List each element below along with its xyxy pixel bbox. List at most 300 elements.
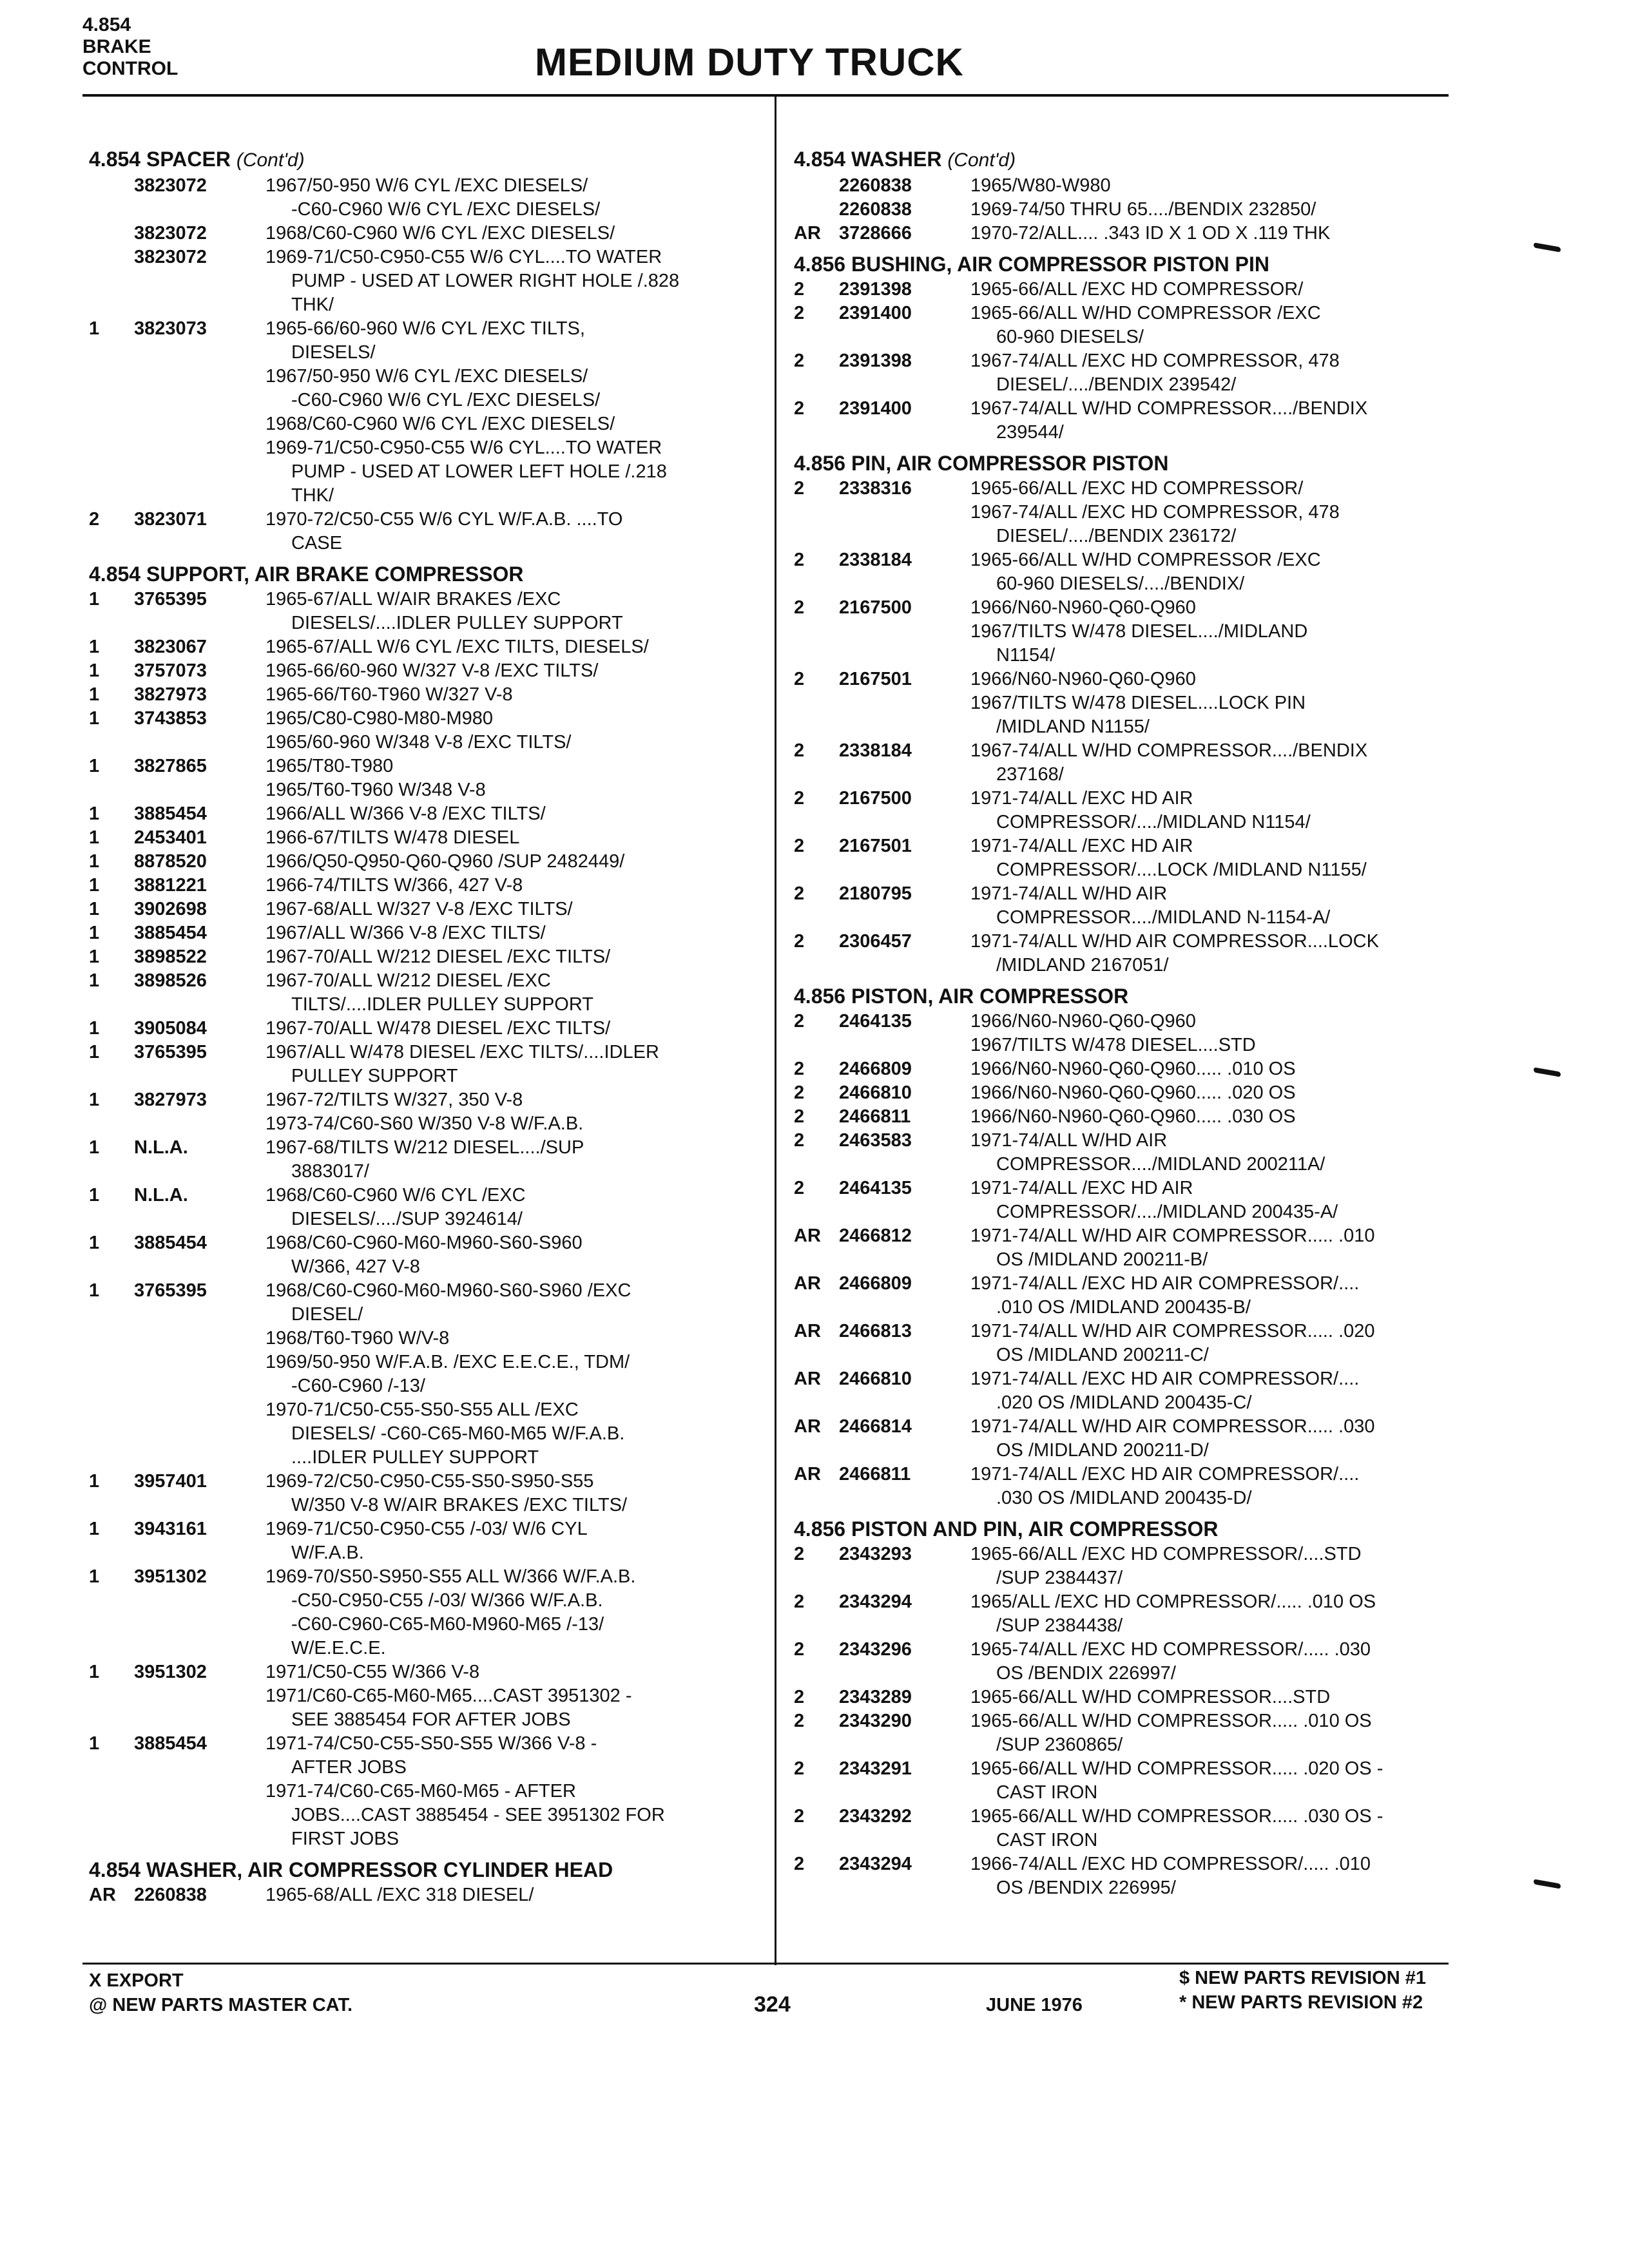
- part-description: [949, 1081, 1464, 1105]
- part-number: 2167500: [839, 597, 912, 618]
- part-number: 3827973: [134, 1090, 207, 1110]
- part-quantity: 1: [89, 318, 100, 339]
- description-line: .010 OS /MIDLAND 200435-B/: [996, 1297, 1251, 1318]
- part-quantity: 2: [794, 303, 805, 323]
- part-row: [89, 921, 759, 945]
- page-title: MEDIUM DUTY TRUCK: [535, 41, 964, 84]
- part-quantity: 1: [89, 1566, 100, 1587]
- part-quantity: [89, 174, 134, 222]
- part-number: 3728666: [839, 223, 912, 244]
- description-line: COMPRESSOR/..../MIDLAND N1154/: [996, 812, 1311, 832]
- part-row: [89, 1231, 759, 1279]
- description-line: 1965-66/60-960 W/327 V-8 /EXC TILTS/: [265, 660, 599, 681]
- description-line: 1965/W80-W980: [970, 175, 1111, 196]
- section-heading-text: 4.854 WASHER, AIR COMPRESSOR CYLINDER HEAD: [89, 1858, 613, 1881]
- part-quantity: 2: [794, 398, 805, 419]
- part-number: 2338184: [839, 550, 912, 570]
- part-number: 2260838: [839, 199, 912, 220]
- part-row: [89, 707, 759, 754]
- part-row: [794, 596, 1464, 668]
- part-row: [794, 349, 1464, 397]
- part-row: [794, 1638, 1464, 1686]
- description-line: 1965-66/T60-T960 W/327 V-8: [265, 684, 513, 705]
- part-quantity: 2: [794, 1758, 805, 1779]
- part-quantity: 2: [794, 669, 805, 689]
- description-line: OS /MIDLAND 200211-D/: [996, 1440, 1209, 1461]
- part-number: 2391398: [839, 351, 912, 371]
- part-number: 2391400: [839, 303, 912, 323]
- part-number: 2463583: [839, 1130, 912, 1151]
- description-line: 1969-71/C50-C950-C55 W/6 CYL....TO WATER: [265, 437, 662, 458]
- description-line: OS /BENDIX 226995/: [996, 1878, 1176, 1898]
- catalog-section: [794, 445, 1464, 977]
- description-line: 1966/N60-N960-Q60-Q960: [970, 669, 1196, 689]
- part-quantity: 2: [794, 1639, 805, 1660]
- description-line: 1971-74/ALL W/HD AIR COMPRESSOR..... .020: [970, 1321, 1375, 1341]
- description-line: 1965-67/ALL W/AIR BRAKES /EXC: [265, 589, 561, 610]
- part-description: [244, 1184, 759, 1231]
- category-line-2: CONTROL: [82, 58, 178, 79]
- description-line: 1971-74/ALL /EXC HD AIR: [970, 788, 1193, 809]
- part-number: 3823071: [134, 509, 207, 530]
- part-quantity: 1: [89, 923, 100, 943]
- part-description: [244, 802, 759, 826]
- description-line: 1970-71/C50-C55-S50-S55 ALL /EXC: [265, 1399, 579, 1420]
- part-number: 3823072: [134, 223, 207, 244]
- part-number: N.L.A.: [134, 1137, 188, 1158]
- part-row: [89, 659, 759, 683]
- part-row: [794, 1757, 1464, 1805]
- description-line: COMPRESSOR/..../MIDLAND 200435-A/: [996, 1202, 1338, 1222]
- part-number: 2466811: [839, 1106, 911, 1127]
- part-quantity: 1: [89, 1233, 100, 1253]
- part-description: [949, 174, 1464, 198]
- part-number: 2466809: [839, 1059, 912, 1079]
- catalog-section: [794, 140, 1464, 245]
- part-description: [244, 1565, 759, 1660]
- part-row: [794, 1542, 1464, 1590]
- part-description: [244, 1732, 759, 1851]
- part-row: [794, 477, 1464, 548]
- part-number: 3885454: [134, 1233, 207, 1253]
- part-quantity: 1: [89, 1280, 100, 1301]
- description-line: /MIDLAND N1155/: [996, 716, 1150, 737]
- description-line: 1971-74/ALL /EXC HD AIR COMPRESSOR/....: [970, 1464, 1360, 1485]
- description-line: 1971/C50-C55 W/366 V-8: [265, 1662, 480, 1682]
- part-description: [949, 1320, 1464, 1367]
- part-row: [89, 802, 759, 826]
- description-line: DIESEL/..../BENDIX 239542/: [996, 374, 1237, 395]
- part-number: 2466812: [839, 1225, 912, 1246]
- description-line: 1966/N60-N960-Q60-Q960: [970, 1011, 1196, 1032]
- part-row: [794, 1272, 1464, 1320]
- part-number: 2391400: [839, 398, 912, 419]
- part-number: 2343294: [839, 1854, 912, 1874]
- part-quantity: [794, 174, 839, 198]
- section-heading: [794, 445, 1464, 477]
- description-line: OS /BENDIX 226997/: [996, 1663, 1176, 1684]
- part-description: [244, 174, 759, 222]
- part-number: 3902698: [134, 899, 207, 919]
- part-description: [949, 882, 1464, 930]
- part-row: [89, 826, 759, 850]
- part-description: [244, 635, 759, 659]
- description-line: 1969-71/C50-C950-C55 /-03/ W/6 CYL: [265, 1519, 588, 1539]
- description-line: 1971-74/ALL /EXC HD AIR COMPRESSOR/....: [970, 1369, 1360, 1389]
- description-line: 1967-74/ALL W/HD COMPRESSOR..../BENDIX: [970, 398, 1368, 419]
- section-heading: [89, 1851, 759, 1883]
- part-number: 2343290: [839, 1711, 912, 1731]
- part-number: 2466809: [839, 1273, 912, 1294]
- part-row: [794, 222, 1464, 245]
- part-row: [89, 969, 759, 1017]
- part-quantity: [89, 222, 134, 245]
- description-line: OS /MIDLAND 200211-C/: [996, 1345, 1209, 1365]
- part-number: 2464135: [839, 1011, 912, 1032]
- part-row: [794, 198, 1464, 222]
- description-line: 1965-66/60-960 W/6 CYL /EXC TILTS,: [265, 318, 585, 339]
- description-line: THK/: [291, 485, 334, 506]
- part-description: [949, 834, 1464, 882]
- description-line: -C60-C960 W/6 CYL /EXC DIESELS/: [291, 390, 601, 410]
- part-quantity: 1: [89, 803, 100, 824]
- part-number: 3951302: [134, 1566, 207, 1587]
- description-line: -C60-C960-C65-M60-M960-M65 /-13/: [291, 1614, 604, 1635]
- description-line: DIESELS/: [291, 342, 376, 363]
- description-line: 1965/60-960 W/348 V-8 /EXC TILTS/: [265, 732, 572, 753]
- part-description: [949, 349, 1464, 397]
- part-number: 3823072: [134, 247, 207, 267]
- footer-date: JUNE 1976: [986, 1995, 1083, 2015]
- description-line: 1969-74/50 THRU 65..../BENDIX 232850/: [970, 199, 1316, 220]
- description-line: 1966-74/ALL /EXC HD COMPRESSOR/..... .010: [970, 1854, 1371, 1874]
- part-description: [244, 1517, 759, 1565]
- description-line: CASE: [291, 533, 342, 553]
- part-description: [244, 1231, 759, 1279]
- part-number: 2343289: [839, 1687, 912, 1707]
- description-line: 1971-74/ALL W/HD AIR COMPRESSOR....LOCK: [970, 931, 1379, 952]
- description-line: W/366, 427 V-8: [291, 1256, 420, 1277]
- part-number: 2466813: [839, 1321, 912, 1341]
- part-quantity: 2: [794, 279, 805, 300]
- description-line: 239544/: [996, 422, 1064, 443]
- description-line: 1967/ALL W/478 DIESEL /EXC TILTS/....IDLER: [265, 1042, 659, 1062]
- revision-mark: [1534, 1067, 1561, 1077]
- part-quantity: 1: [89, 875, 100, 896]
- part-row: [794, 1590, 1464, 1638]
- description-line: 1967-72/TILTS W/327, 350 V-8: [265, 1090, 523, 1110]
- description-line: 1971-74/ALL W/HD AIR COMPRESSOR..... .010: [970, 1225, 1375, 1246]
- part-row: [89, 1184, 759, 1231]
- description-line: 1965-74/ALL /EXC HD COMPRESSOR/..... .030: [970, 1639, 1371, 1660]
- description-line: 1973-74/C60-S60 W/350 V-8 W/F.A.B.: [265, 1113, 584, 1134]
- part-row: [89, 1470, 759, 1517]
- part-description: [244, 898, 759, 921]
- continued-label: (Cont'd): [947, 149, 1016, 171]
- description-line: 1965-68/ALL /EXC 318 DIESEL/: [265, 1885, 534, 1905]
- part-description: [949, 1272, 1464, 1320]
- part-description: [244, 921, 759, 945]
- description-line: SEE 3885454 FOR AFTER JOBS: [291, 1709, 571, 1730]
- part-description: [244, 1088, 759, 1136]
- part-description: [949, 1590, 1464, 1638]
- part-row: [89, 1088, 759, 1136]
- part-description: [244, 826, 759, 850]
- description-line: N1154/: [996, 645, 1055, 666]
- part-description: [949, 302, 1464, 349]
- part-row: [794, 1320, 1464, 1367]
- part-description: [244, 222, 759, 245]
- left-column: [89, 140, 759, 1907]
- description-line: 1971-74/ALL /EXC HD AIR: [970, 1178, 1193, 1198]
- part-number: 3885454: [134, 803, 207, 824]
- part-row: [794, 1463, 1464, 1510]
- description-line: 1971-74/ALL /EXC HD AIR: [970, 836, 1193, 856]
- section-heading-text: 4.856 PIN, AIR COMPRESSOR PISTON: [794, 452, 1169, 475]
- part-quantity: 1: [89, 827, 100, 848]
- part-number: 3823072: [134, 175, 207, 196]
- description-line: 1967-68/ALL W/327 V-8 /EXC TILTS/: [265, 899, 573, 919]
- description-line: 1965-66/ALL W/HD COMPRESSOR..... .020 OS -: [970, 1758, 1383, 1779]
- part-quantity: AR: [794, 1464, 821, 1485]
- part-description: [949, 787, 1464, 834]
- description-line: 1970-72/C50-C55 W/6 CYL W/F.A.B. ....TO: [265, 509, 623, 530]
- part-description: [244, 874, 759, 898]
- description-line: DIESELS/ -C60-C65-M60-M65 W/F.A.B.: [291, 1423, 625, 1444]
- part-number: 3765395: [134, 589, 207, 610]
- part-quantity: 1: [89, 708, 100, 729]
- part-number: 3943161: [134, 1519, 207, 1539]
- description-line: 1968/C60-C960-M60-M960-S60-S960: [265, 1233, 583, 1253]
- part-row: [794, 668, 1464, 739]
- description-line: 1967/ALL W/366 V-8 /EXC TILTS/: [265, 923, 546, 943]
- part-description: [949, 1638, 1464, 1686]
- continued-label: (Cont'd): [236, 149, 305, 171]
- category-line-1: BRAKE: [82, 36, 151, 57]
- part-number: 2391398: [839, 279, 912, 300]
- part-quantity: 1: [89, 1042, 100, 1062]
- column-divider: [775, 97, 776, 1965]
- part-row: [794, 930, 1464, 977]
- description-line: 60-960 DIESELS/..../BENDIX/: [996, 573, 1245, 594]
- part-number: 3757073: [134, 660, 207, 681]
- part-quantity: AR: [794, 1273, 821, 1294]
- part-description: [949, 1105, 1464, 1129]
- part-quantity: 2: [794, 550, 805, 570]
- part-row: [794, 302, 1464, 349]
- part-number: 2167501: [839, 669, 912, 689]
- part-row: [89, 1017, 759, 1041]
- part-quantity: 2: [794, 836, 805, 856]
- part-number: 2180795: [839, 883, 912, 904]
- part-quantity: 2: [794, 1178, 805, 1198]
- section-heading-text: 4.854 SUPPORT, AIR BRAKE COMPRESSOR: [89, 562, 524, 586]
- part-description: [949, 596, 1464, 668]
- part-quantity: 1: [89, 1733, 100, 1754]
- part-quantity: 1: [89, 756, 100, 776]
- part-number: 2343291: [839, 1758, 912, 1779]
- header-section-label: [82, 14, 178, 80]
- description-line: 1967/TILTS W/478 DIESEL..../MIDLAND: [970, 621, 1308, 642]
- part-quantity: 1: [89, 1185, 100, 1206]
- part-description: [949, 1224, 1464, 1272]
- description-line: 1967-70/ALL W/212 DIESEL /EXC: [265, 970, 551, 991]
- part-quantity: 1: [89, 1137, 100, 1158]
- part-description: [244, 707, 759, 754]
- description-line: -C60-C960 W/6 CYL /EXC DIESELS/: [291, 199, 601, 220]
- part-description: [244, 245, 759, 317]
- part-number: 3823067: [134, 637, 207, 657]
- description-line: AFTER JOBS: [291, 1757, 407, 1778]
- part-description: [244, 1883, 759, 1907]
- part-row: [89, 1517, 759, 1565]
- part-quantity: 2: [794, 478, 805, 499]
- description-line: W/F.A.B.: [291, 1542, 364, 1563]
- section-heading: [794, 140, 1464, 174]
- description-line: 1966/ALL W/366 V-8 /EXC TILTS/: [265, 803, 546, 824]
- section-heading-text: 4.856 BUSHING, AIR COMPRESSOR PISTON PIN: [794, 253, 1269, 276]
- part-description: [244, 1017, 759, 1041]
- part-number: 2466810: [839, 1082, 912, 1103]
- description-line: -C60-C960 /-13/: [291, 1376, 425, 1396]
- part-description: [244, 317, 759, 508]
- part-quantity: 2: [794, 1711, 805, 1731]
- part-quantity: 2: [794, 788, 805, 809]
- part-number: 3881221: [134, 875, 207, 896]
- part-row: [89, 588, 759, 635]
- part-row: [794, 1177, 1464, 1224]
- part-quantity: 2: [794, 1806, 805, 1827]
- description-line: W/350 V-8 W/AIR BRAKES /EXC TILTS/: [291, 1495, 628, 1515]
- part-description: [949, 1686, 1464, 1709]
- description-line: 1968/T60-T960 W/V-8: [265, 1328, 450, 1349]
- description-line: 1967-70/ALL W/212 DIESEL /EXC TILTS/: [265, 947, 611, 967]
- description-line: 1965-67/ALL W/6 CYL /EXC TILTS, DIESELS/: [265, 637, 649, 657]
- description-line: PULLEY SUPPORT: [291, 1066, 458, 1086]
- part-description: [949, 1367, 1464, 1415]
- section-number: 4.854: [82, 14, 131, 35]
- part-description: [949, 668, 1464, 739]
- part-number: 3827865: [134, 756, 207, 776]
- part-quantity: [794, 198, 839, 222]
- part-description: [244, 1041, 759, 1088]
- description-line: 1971-74/C60-C65-M60-M65 - AFTER: [265, 1781, 576, 1802]
- description-line: ....IDLER PULLEY SUPPORT: [291, 1447, 539, 1468]
- part-description: [949, 397, 1464, 445]
- description-line: 1966/N60-N960-Q60-Q960: [970, 597, 1196, 618]
- description-line: 1966-74/TILTS W/366, 427 V-8: [265, 875, 523, 896]
- footer-rule: [82, 1963, 1449, 1965]
- part-quantity: 1: [89, 1471, 100, 1492]
- description-line: 1965-66/ALL W/HD COMPRESSOR /EXC: [970, 303, 1321, 323]
- part-quantity: 1: [89, 1090, 100, 1110]
- part-number: 2343292: [839, 1806, 912, 1827]
- part-quantity: 2: [794, 1011, 805, 1032]
- footer-revision-1: $ NEW PARTS REVISION #1: [1179, 1968, 1426, 1988]
- description-line: 1967-74/ALL W/HD COMPRESSOR..../BENDIX: [970, 740, 1368, 761]
- description-line: 1967/TILTS W/478 DIESEL....LOCK PIN: [970, 693, 1306, 713]
- part-description: [949, 1805, 1464, 1852]
- description-line: CAST IRON: [996, 1782, 1098, 1803]
- description-line: 1968/C60-C960 W/6 CYL /EXC DIESELS/: [265, 223, 615, 244]
- part-number: 3898522: [134, 947, 207, 967]
- description-line: 237168/: [996, 764, 1064, 785]
- part-quantity: 1: [89, 684, 100, 705]
- part-row: [89, 222, 759, 245]
- description-line: 1968/C60-C960-M60-M960-S60-S960 /EXC: [265, 1280, 631, 1301]
- part-quantity: 2: [794, 1687, 805, 1707]
- description-line: TILTS/....IDLER PULLEY SUPPORT: [291, 994, 593, 1015]
- part-row: [794, 1852, 1464, 1900]
- description-line: 3883017/: [291, 1161, 369, 1182]
- part-quantity: 2: [794, 740, 805, 761]
- page-number: 324: [754, 1992, 791, 2017]
- part-number: 2167501: [839, 836, 912, 856]
- description-line: 1971-74/ALL W/HD AIR COMPRESSOR..... .030: [970, 1416, 1375, 1437]
- description-line: 1969-70/S50-S950-S55 ALL W/366 W/F.A.B.: [265, 1566, 636, 1587]
- part-number: 3885454: [134, 923, 207, 943]
- part-row: [89, 754, 759, 802]
- part-description: [949, 739, 1464, 787]
- header-rule: [82, 94, 1449, 97]
- part-quantity: 2: [794, 931, 805, 952]
- description-line: 1965-66/ALL W/HD COMPRESSOR /EXC: [970, 550, 1321, 570]
- description-line: 1971/C60-C65-M60-M65....CAST 3951302 -: [265, 1686, 632, 1706]
- part-row: [794, 1367, 1464, 1415]
- footer-master: @ NEW PARTS MASTER CAT.: [89, 1995, 353, 2015]
- part-number: 2453401: [134, 827, 207, 848]
- part-quantity: 2: [794, 883, 805, 904]
- part-quantity: 2: [794, 1059, 805, 1079]
- part-row: [794, 1129, 1464, 1177]
- part-number: 3765395: [134, 1280, 207, 1301]
- description-line: .020 OS /MIDLAND 200435-C/: [996, 1392, 1252, 1413]
- description-line: 1965-66/ALL /EXC HD COMPRESSOR/....STD: [970, 1544, 1362, 1564]
- part-quantity: 2: [794, 351, 805, 371]
- description-line: 1971-74/C50-C55-S50-S55 W/366 V-8 -: [265, 1733, 597, 1754]
- part-quantity: AR: [794, 223, 821, 244]
- part-row: [89, 683, 759, 707]
- part-row: [89, 1136, 759, 1184]
- part-row: [794, 397, 1464, 445]
- part-quantity: 1: [89, 637, 100, 657]
- part-number: 3957401: [134, 1471, 207, 1492]
- section-heading: [794, 245, 1464, 278]
- description-line: THK/: [291, 294, 334, 315]
- footer-export: X EXPORT: [89, 1970, 184, 1991]
- part-row: [794, 1224, 1464, 1272]
- description-line: 60-960 DIESELS/: [996, 327, 1144, 347]
- part-row: [89, 508, 759, 555]
- part-quantity: AR: [794, 1416, 821, 1437]
- description-line: 1966/N60-N960-Q60-Q960..... .020 OS: [970, 1082, 1296, 1103]
- part-description: [244, 754, 759, 802]
- part-number: 2466810: [839, 1369, 912, 1389]
- section-heading: [794, 1510, 1464, 1542]
- description-line: PUMP - USED AT LOWER LEFT HOLE /.218: [291, 461, 667, 482]
- part-number: 2466811: [839, 1464, 911, 1485]
- part-row: [794, 739, 1464, 787]
- part-number: 2167500: [839, 788, 912, 809]
- part-description: [244, 1660, 759, 1732]
- description-line: PUMP - USED AT LOWER RIGHT HOLE /.828: [291, 271, 680, 291]
- part-description: [949, 930, 1464, 977]
- part-row: [794, 882, 1464, 930]
- description-line: 1971-74/ALL W/HD AIR: [970, 883, 1168, 904]
- description-line: /SUP 2384437/: [996, 1568, 1123, 1588]
- part-quantity: 2: [794, 597, 805, 618]
- description-line: 1965/T60-T960 W/348 V-8: [265, 780, 486, 800]
